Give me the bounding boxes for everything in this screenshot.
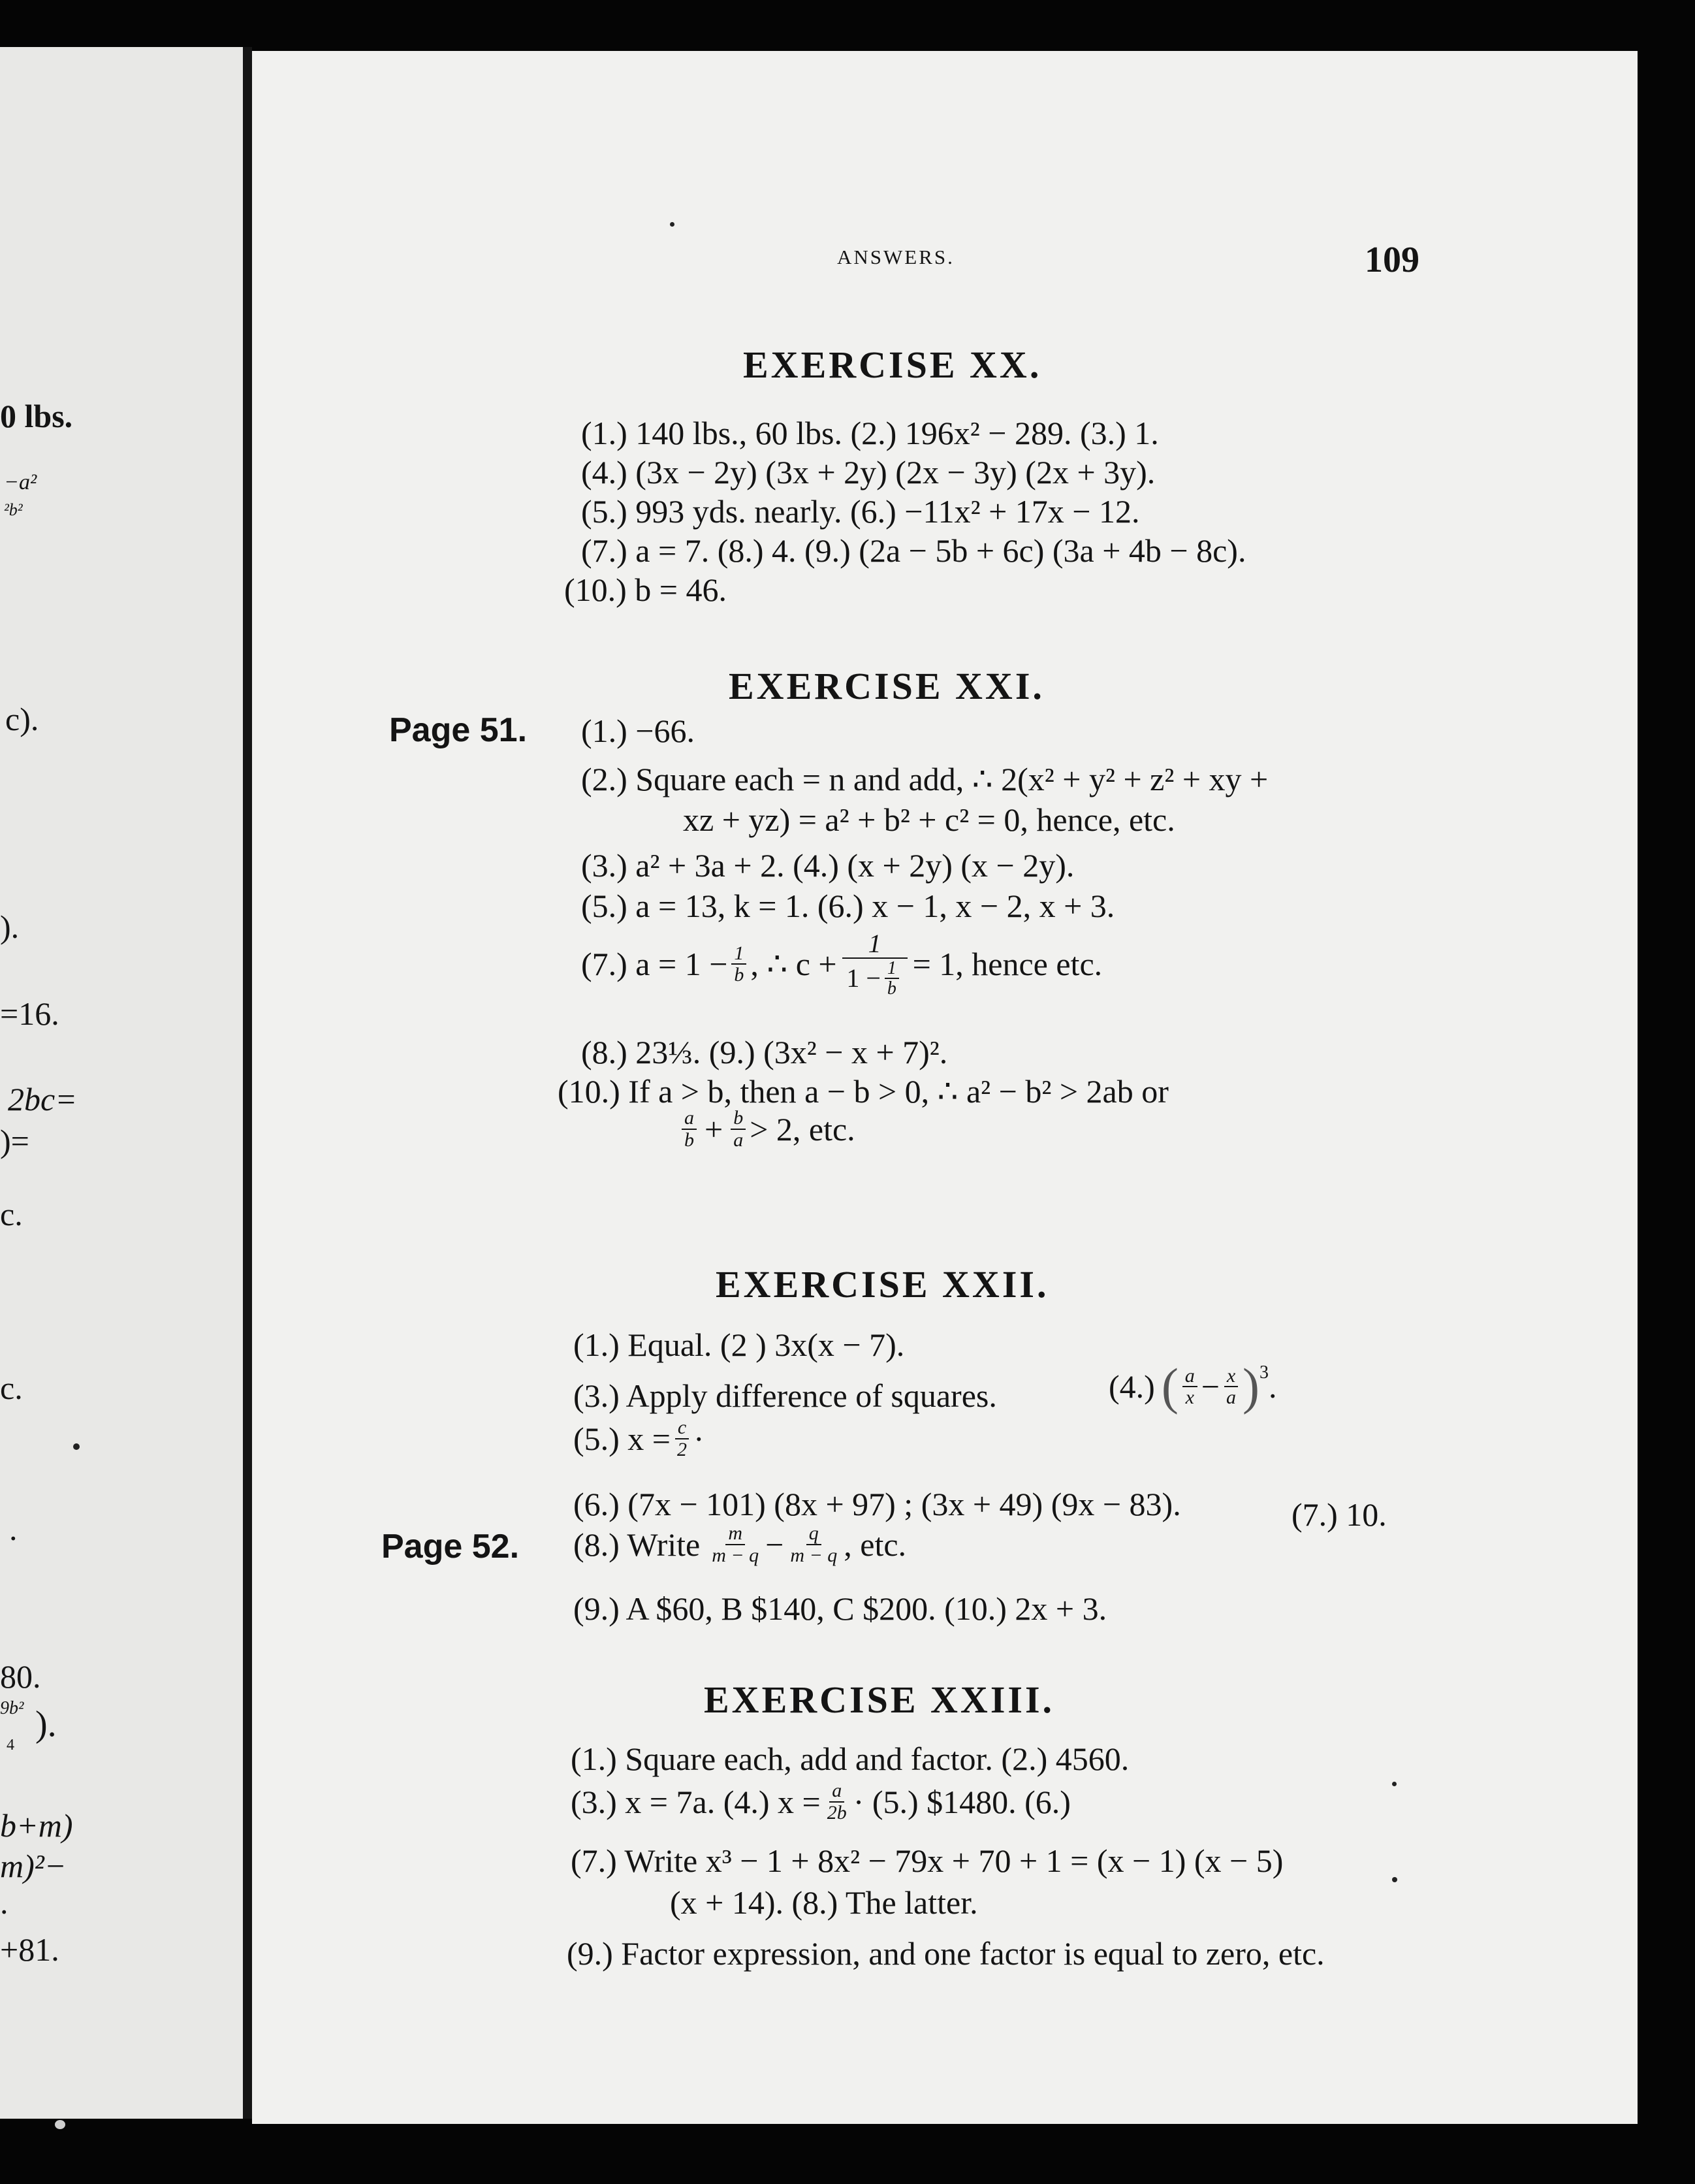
fraction-denominator: m − q xyxy=(712,1544,759,1566)
answer-line: (7.) Write x³ − 1 + 8x² − 79x + 70 + 1 = (x − 1) (x − 5) xyxy=(571,1842,1284,1879)
answer-q3-q6 xyxy=(571,1780,1071,1823)
exercise-title: EXERCISE XX. xyxy=(743,344,1042,386)
left-fragment: b+m) xyxy=(0,1807,73,1844)
q5-end: · xyxy=(693,1420,705,1457)
fraction xyxy=(1224,1366,1239,1408)
q7-suffix: = 1, hence etc. xyxy=(912,946,1103,983)
running-head: ANSWERS. xyxy=(837,246,955,268)
left-fragment: c. xyxy=(0,1196,23,1232)
fraction-denominator: a xyxy=(1226,1387,1236,1408)
fraction-numerator: a xyxy=(1182,1366,1197,1388)
ink-speck xyxy=(55,2120,65,2129)
ink-speck xyxy=(670,222,674,227)
compound-fraction xyxy=(842,930,908,999)
fraction-denominator: b xyxy=(887,978,896,999)
left-fragment: c). xyxy=(5,701,39,737)
page-number: 109 xyxy=(1365,240,1419,280)
fraction-numerator: 1 xyxy=(731,943,746,965)
fraction-denominator: a xyxy=(733,1129,744,1151)
left-fragment: −a² xyxy=(4,470,37,494)
fraction xyxy=(787,1523,840,1566)
answer-line: (3.) a² + 3a + 2. (4.) (x + 2y) (x − 2y). xyxy=(581,847,1075,884)
fraction xyxy=(731,1108,746,1150)
q4-end: . xyxy=(1268,1368,1277,1405)
left-fragment: ). xyxy=(35,1704,57,1744)
answer-line: (8.) 23⅓. (9.) (3x² − x + 7)². xyxy=(581,1034,948,1070)
answer-line: xz + yz) = a² + b² + c² = 0, hence, etc. xyxy=(683,801,1175,838)
answer-line: (7.) a = 7. (8.) 4. (9.) (2a − 5b + 6c) (3a + 4b − 8c). xyxy=(581,532,1246,569)
exercise-title: EXERCISE XXII. xyxy=(716,1263,1049,1306)
fraction xyxy=(674,1417,689,1460)
exercise-title: EXERCISE XXI. xyxy=(729,665,1045,707)
answer-line: (4.) (3x − 2y) (3x + 2y) (2x − 3y) (2x + 3y). xyxy=(581,454,1156,490)
answer-line: (1.) 140 lbs., 60 lbs. (2.) 196x² − 289. (3.) 1. xyxy=(581,415,1159,451)
left-fragment: +81. xyxy=(0,1931,59,1968)
q4-suffix: · (5.) $1480. (6.) xyxy=(853,1783,1071,1820)
page-reference-label: Page 52. xyxy=(381,1528,520,1566)
q7-prefix: (7.) a = 1 − xyxy=(581,946,728,983)
fraction-numerator: x xyxy=(1224,1366,1238,1388)
left-fragment: 9b² xyxy=(0,1698,24,1718)
answer-line: (10.) If a > b, then a − b > 0, ∴ a² − b² > 2ab or xyxy=(558,1073,1169,1110)
binding-gutter xyxy=(243,47,252,2119)
answer-line: (5.) 993 yds. nearly. (6.) −11x² + 17x − 12. xyxy=(581,493,1140,530)
left-fragment: . xyxy=(0,1884,8,1921)
exercise-title: EXERCISE XXIII. xyxy=(704,1678,1055,1721)
plus-sign: + xyxy=(705,1110,723,1148)
minus-sign: − xyxy=(765,1526,784,1563)
answer-q5 xyxy=(573,1417,705,1460)
left-fragment: 0 lbs. xyxy=(0,398,73,434)
fraction xyxy=(709,1523,761,1566)
right-paren: ) xyxy=(1243,1358,1259,1415)
answer-line: (1.) Equal. (2 ) 3x(x − 7). xyxy=(573,1326,905,1363)
q10-tail: > 2, etc. xyxy=(750,1110,855,1148)
left-facing-page xyxy=(0,47,243,2119)
left-fragment: ²b² xyxy=(4,500,23,519)
answer-line: (1.) Square each, add and factor. (2.) 4560. xyxy=(571,1741,1130,1777)
answer-line: (2.) Square each = n and add, ∴ 2(x² + y² + z² + xy + xyxy=(581,761,1269,797)
fraction-denominator: 2 xyxy=(677,1438,687,1460)
ink-speck xyxy=(73,1443,80,1450)
q8-tail: , etc. xyxy=(844,1526,907,1563)
fraction xyxy=(682,1108,697,1150)
answer-line: (6.) (7x − 101) (8x + 97) ; (3x + 49) (9x − 83). xyxy=(573,1486,1181,1522)
answer-line: (5.) a = 13, k = 1. (6.) x − 1, x − 2, x + 3. xyxy=(581,888,1115,924)
fraction-numerator: a xyxy=(829,1780,844,1803)
fraction-denominator: 2b xyxy=(827,1801,847,1823)
answer-q4 xyxy=(1109,1358,1277,1415)
left-fragment: )= xyxy=(0,1123,29,1159)
fraction-numerator: 1 xyxy=(885,959,899,979)
left-fragment: . xyxy=(9,1511,18,1547)
fraction-numerator: q xyxy=(806,1523,821,1545)
answer-line: (7.) 10. xyxy=(1291,1496,1387,1533)
fraction xyxy=(825,1780,849,1823)
minus-sign: − xyxy=(1201,1368,1220,1405)
ink-speck xyxy=(1392,1782,1397,1786)
answer-line-q10-continued xyxy=(678,1108,855,1150)
left-fragment: 80. xyxy=(0,1658,41,1695)
compound-denominator-prefix: 1 − xyxy=(846,963,881,993)
q8-prefix: (8.) Write xyxy=(573,1526,701,1563)
answer-q8 xyxy=(573,1523,906,1566)
fraction-denominator: b xyxy=(684,1129,694,1151)
answer-line: (9.) A $60, B $140, C $200. (10.) 2x + 3. xyxy=(573,1590,1107,1627)
fraction-numerator: 1 xyxy=(842,930,908,959)
answer-line: (9.) Factor expression, and one factor is equal to zero, etc. xyxy=(567,1935,1325,1972)
page-reference-label: Page 51. xyxy=(389,711,528,749)
fraction-denominator xyxy=(844,959,906,999)
q7-mid: , ∴ c + xyxy=(750,946,837,983)
fraction-denominator: m − q xyxy=(790,1544,838,1566)
left-paren: ( xyxy=(1161,1358,1179,1415)
fraction-numerator: b xyxy=(731,1108,746,1130)
exponent: 3 xyxy=(1259,1362,1269,1383)
fraction xyxy=(731,943,746,986)
fraction xyxy=(1182,1366,1197,1408)
left-fragment: ). xyxy=(0,908,20,945)
ink-speck xyxy=(1392,1877,1397,1882)
q3-prefix: (3.) x = 7a. (4.) x = xyxy=(571,1783,821,1820)
left-fragment: 2bc= xyxy=(8,1081,77,1117)
left-fragment: m)²− xyxy=(0,1848,67,1884)
fraction-denominator: b xyxy=(734,964,744,986)
answer-line: (1.) −66. xyxy=(581,713,695,749)
left-fragment: =16. xyxy=(0,995,59,1032)
fraction-numerator: m xyxy=(725,1523,745,1545)
answer-line: (10.) b = 46. xyxy=(564,571,727,608)
left-fragment: c. xyxy=(0,1370,23,1406)
fraction-numerator: a xyxy=(682,1108,697,1130)
q4-prefix: (4.) xyxy=(1109,1368,1155,1405)
right-page xyxy=(252,51,1638,2124)
answer-line: (x + 14). (8.) The latter. xyxy=(670,1884,978,1921)
fraction xyxy=(885,959,899,999)
answer-line: (3.) Apply difference of squares. xyxy=(573,1377,997,1414)
fraction-numerator: c xyxy=(675,1417,689,1439)
left-fragment: 4 xyxy=(7,1737,14,1754)
q5-prefix: (5.) x = xyxy=(573,1420,671,1457)
answer-line-q7 xyxy=(581,930,1102,999)
fraction-denominator: x xyxy=(1185,1387,1194,1408)
